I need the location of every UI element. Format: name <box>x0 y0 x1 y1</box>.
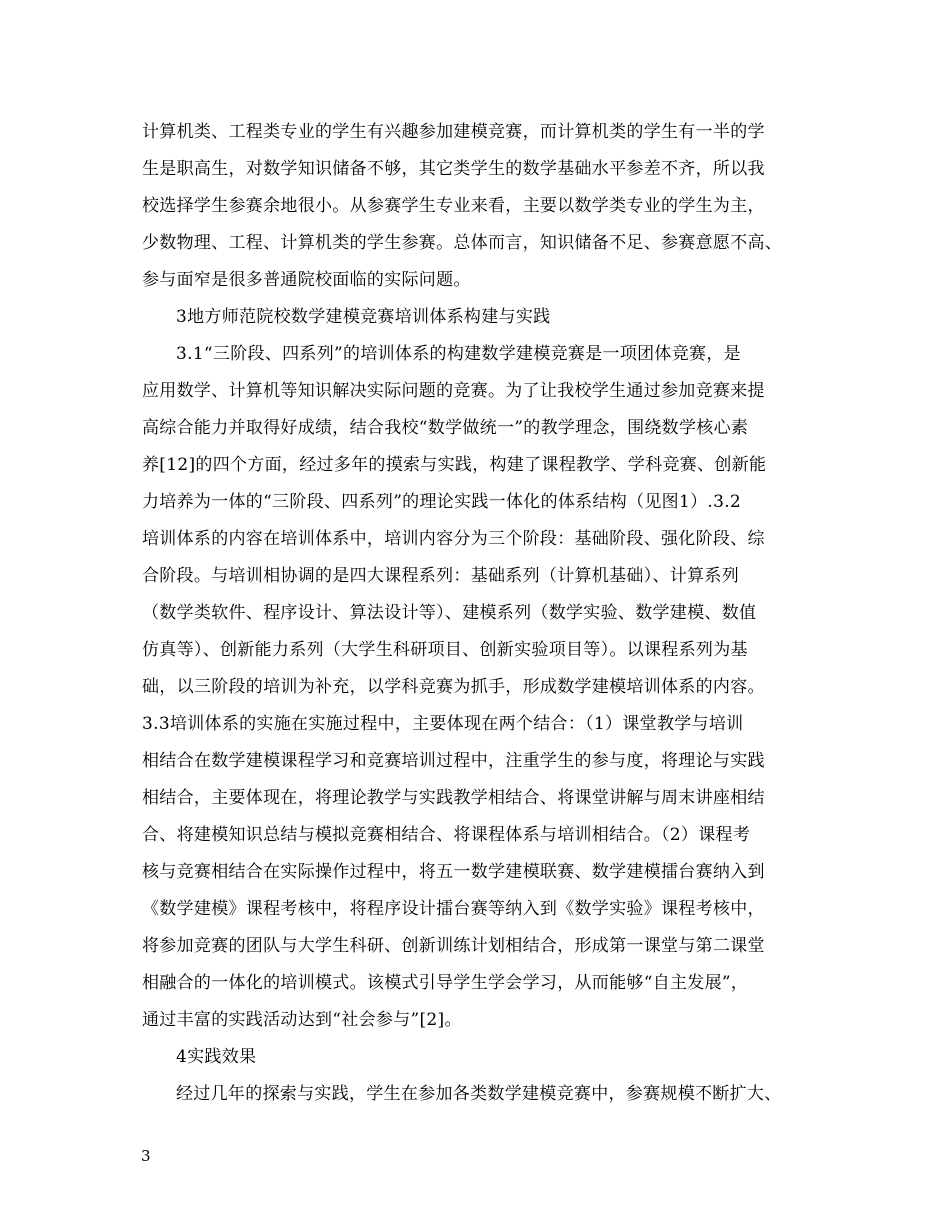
text-line: 相融合的一体化的培训模式。该模式引导学生学会学习，从而能够“自主发展”， <box>142 973 749 993</box>
text-line: 通过丰富的实践活动达到“社会参与”[2]。 <box>142 1010 462 1030</box>
text-line: 相结合在数学建模课程学习和竞赛培训过程中，注重学生的参与度，将理论与实践 <box>142 751 765 771</box>
text-line: 校选择学生参赛余地很小。从参赛学生专业来看，主要以数学类专业的学生为主， <box>142 196 765 216</box>
text-line: 3.1“三阶段、四系列”的培训体系的构建数学建模竞赛是一项团体竞赛，是 <box>176 344 741 364</box>
text-line: 参与面窄是很多普通院校面临的实际问题。 <box>142 270 471 290</box>
text-line: 培训体系的内容在培训体系中，培训内容分为三个阶段：基础阶段、强化阶段、综 <box>142 529 765 549</box>
text-line: 《数学建模》课程考核中，将程序设计擂台赛等纳入到《数学实验》课程考核中， <box>142 899 765 919</box>
text-line: 础，以三阶段的培训为补充，以学科竞赛为抓手，形成数学建模培训体系的内容。 <box>142 677 765 697</box>
text-line: 计算机类、工程类专业的学生有兴趣参加建模竞赛，而计算机类的学生有一半的学 <box>142 122 765 142</box>
text-line: 3地方师范院校数学建模竞赛培训体系构建与实践 <box>176 307 551 327</box>
text-line: 高综合能力并取得好成绩，结合我校“数学做统一”的教学理念，围绕数学核心素 <box>142 418 749 438</box>
text-line: 合、将建模知识总结与模拟竞赛相结合、将课程体系与培训相结合。（2）课程考 <box>142 825 751 845</box>
text-line: 养[12]的四个方面，经过多年的摸索与实践，构建了课程教学、学科竞赛、创新能 <box>142 455 767 475</box>
page-number: 3 <box>141 1147 151 1165</box>
text-line: 相结合，主要体现在，将理论教学与实践教学相结合、将课堂讲解与周末讲座相结 <box>142 788 765 808</box>
text-line: 力培养为一体的“三阶段、四系列”的理论实践一体化的体系结构（见图1）.3.2 <box>142 492 742 512</box>
text-line: 少数物理、工程、计算机类的学生参赛。总体而言，知识储备不足、参赛意愿不高、 <box>142 233 783 253</box>
text-line: 仿真等）、创新能力系列（大学生科研项目、创新实验项目等）。以课程系列为基 <box>142 640 748 660</box>
body-text <box>142 114 832 1113</box>
text-line: 合阶段。与培训相协调的是四大课程系列：基础系列（计算机基础）、计算系列 <box>142 566 739 586</box>
text-line: （数学类软件、程序设计、算法设计等）、建模系列（数学实验、数学建模、数值 <box>142 603 757 623</box>
text-line: 将参加竞赛的团队与大学生科研、创新训练计划相结合，形成第一课堂与第二课堂 <box>142 936 765 956</box>
text-line: 生是职高生，对数学知识储备不够，其它类学生的数学基础水平参差不齐，所以我 <box>142 159 765 179</box>
text-line: 4实践效果 <box>176 1047 257 1067</box>
text-line: 应用数学、计算机等知识解决实际问题的竞赛。为了让我校学生通过参加竞赛来提 <box>142 381 765 401</box>
text-line: 3.3培训体系的实施在实施过程中，主要体现在两个结合：（1）课堂教学与培训 <box>142 714 744 734</box>
text-line: 经过几年的探索与实践，学生在参加各类数学建模竞赛中，参赛规模不断扩大、 <box>176 1084 782 1104</box>
text-line: 核与竞赛相结合在实际操作过程中，将五一数学建模联赛、数学建模擂台赛纳入到 <box>142 862 765 882</box>
